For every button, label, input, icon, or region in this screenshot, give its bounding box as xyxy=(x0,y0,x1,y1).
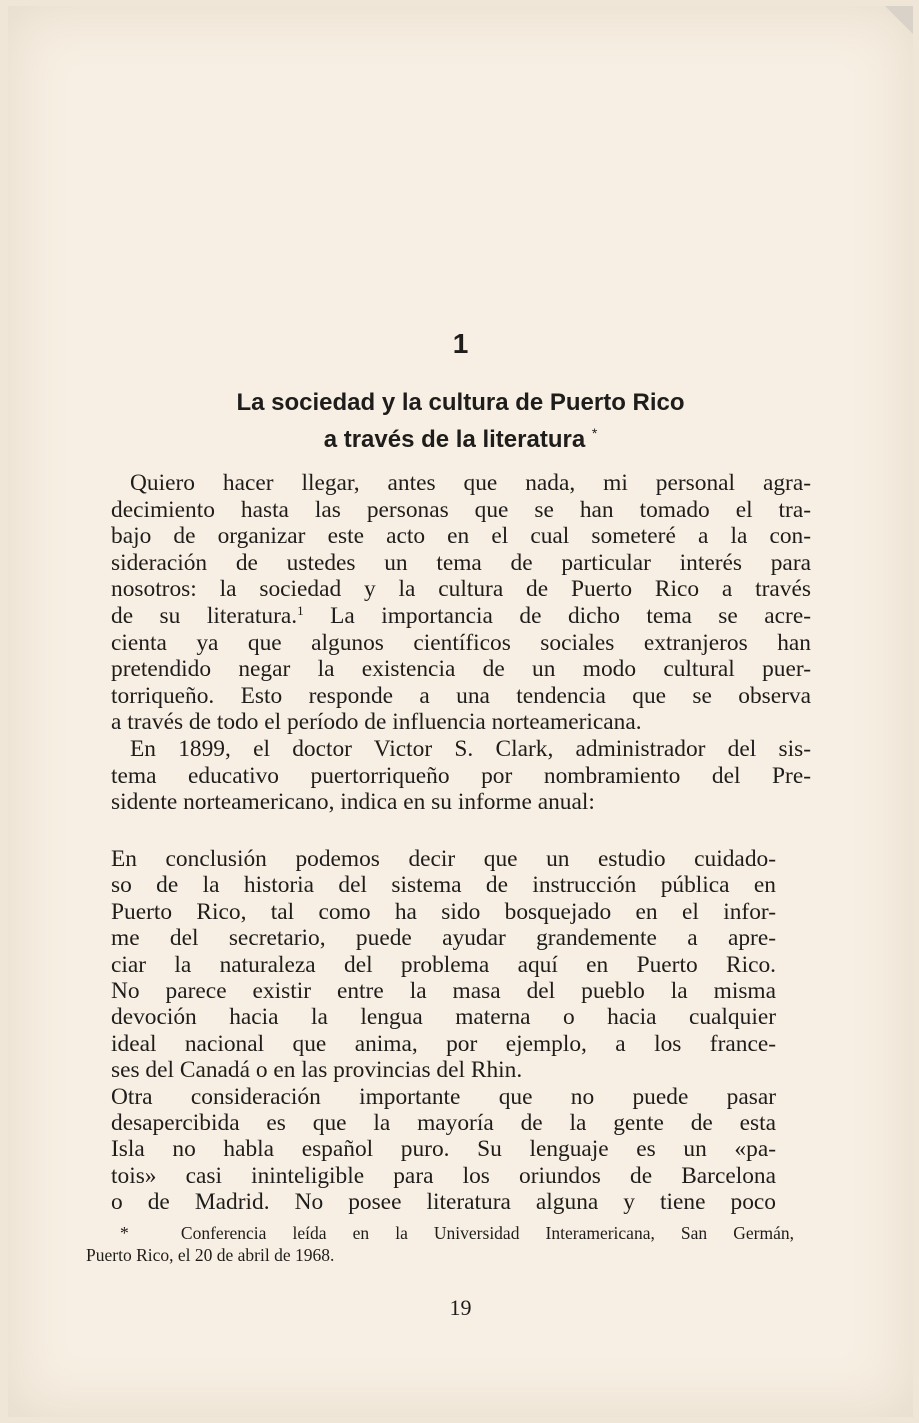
page-number: 19 xyxy=(449,1295,472,1320)
quote-line: En conclusión podemos decir que un estudio cuidado- xyxy=(111,846,776,872)
quote-line: tois» casi ininteligible para los oriundos de Barcelona xyxy=(111,1162,776,1189)
paragraph-line-start: de su literatura. xyxy=(111,602,298,629)
quote-line: ciar la naturaleza del problema aquí en Puerto Rico. xyxy=(111,951,776,978)
footnote-text: Conferencia leída en la Universidad Interamericana, San Germán, xyxy=(180,1223,794,1243)
paragraph-line: bajo de organizar este acto en el cual someteré a la con- xyxy=(111,523,811,550)
body-text xyxy=(111,470,811,816)
paragraph-line: pretendido negar la existencia de un modo cultural puer- xyxy=(111,656,811,683)
paragraph-line: decimiento hasta las personas que se han tomado el tra- xyxy=(111,496,811,523)
paragraph-line: tema educativo puertorriqueño por nombramiento del Pre- xyxy=(111,762,811,789)
paragraph-line: Quiero hacer llegar, antes que nada, mi personal agra- xyxy=(130,470,811,496)
folded-corner xyxy=(885,6,913,34)
title-line-1: La sociedad y la cultura de Puerto Rico xyxy=(236,389,685,416)
quote-line: ses del Canadá o en las provincias del Rhin. xyxy=(111,1057,523,1084)
quote-line: devoción hacia la lengua materna o hacia cualquier xyxy=(111,1004,776,1031)
block-quote xyxy=(111,846,776,1216)
footnote-line-2: Puerto Rico, el 20 de abril de 1968. xyxy=(86,1245,335,1265)
title-line-2 xyxy=(8,418,913,455)
quote-line: ideal nacional que anima, por ejemplo, a los france- xyxy=(111,1030,776,1057)
footnote xyxy=(86,1222,794,1266)
footnote-mark: * xyxy=(120,1223,129,1243)
quote-line: Otra consideración importante que no puede pasar xyxy=(111,1083,776,1110)
footnote-reference: 1 xyxy=(297,602,304,618)
paragraph-1 xyxy=(111,470,811,736)
quote-line: No parece existir entre la masa del pueblo la misma xyxy=(111,978,776,1005)
paragraph-line-with-footnote xyxy=(111,603,811,630)
paragraph-line: sideración de ustedes un tema de particular interés para xyxy=(111,549,811,576)
paragraph-line: sidente norteamericano, indica en su informe anual: xyxy=(111,789,595,816)
paragraph-2 xyxy=(111,736,811,816)
book-page xyxy=(8,6,913,1417)
paragraph-line: nosotros: la sociedad y la cultura de Puerto Rico a través xyxy=(111,576,811,603)
chapter-number: 1 xyxy=(452,328,469,359)
quote-line: me del secretario, puede ayudar grandemente a apre- xyxy=(111,925,776,952)
paragraph-line: a través de todo el período de influencia norteamericana. xyxy=(111,709,642,736)
footnote-line-1 xyxy=(86,1222,794,1244)
quote-line: desapercibida es que la mayoría de la gente de esta xyxy=(111,1110,776,1137)
paragraph-line: cienta ya que algunos científicos sociales extranjeros han xyxy=(111,629,811,656)
quote-line: so de la historia del sistema de instrucción pública en xyxy=(111,872,776,899)
quote-line: o de Madrid. No posee literatura alguna y tiene poco xyxy=(111,1189,776,1216)
paragraph-line-end: La importancia de dicho tema se acre- xyxy=(303,602,811,629)
chapter-title xyxy=(8,388,913,455)
paragraph-line: torriqueño. Esto responde a una tendencia que se observa xyxy=(111,682,811,709)
paragraph-line: En 1899, el doctor Victor S. Clark, administrador del sis- xyxy=(130,735,811,762)
title-line-2-text: a través de la literatura xyxy=(323,426,586,453)
title-footnote-mark: * xyxy=(591,425,598,441)
quote-line: Puerto Rico, tal como ha sido bosquejado en el infor- xyxy=(111,898,776,925)
quote-line: Isla no habla español puro. Su lenguaje es un «pa- xyxy=(111,1136,776,1163)
